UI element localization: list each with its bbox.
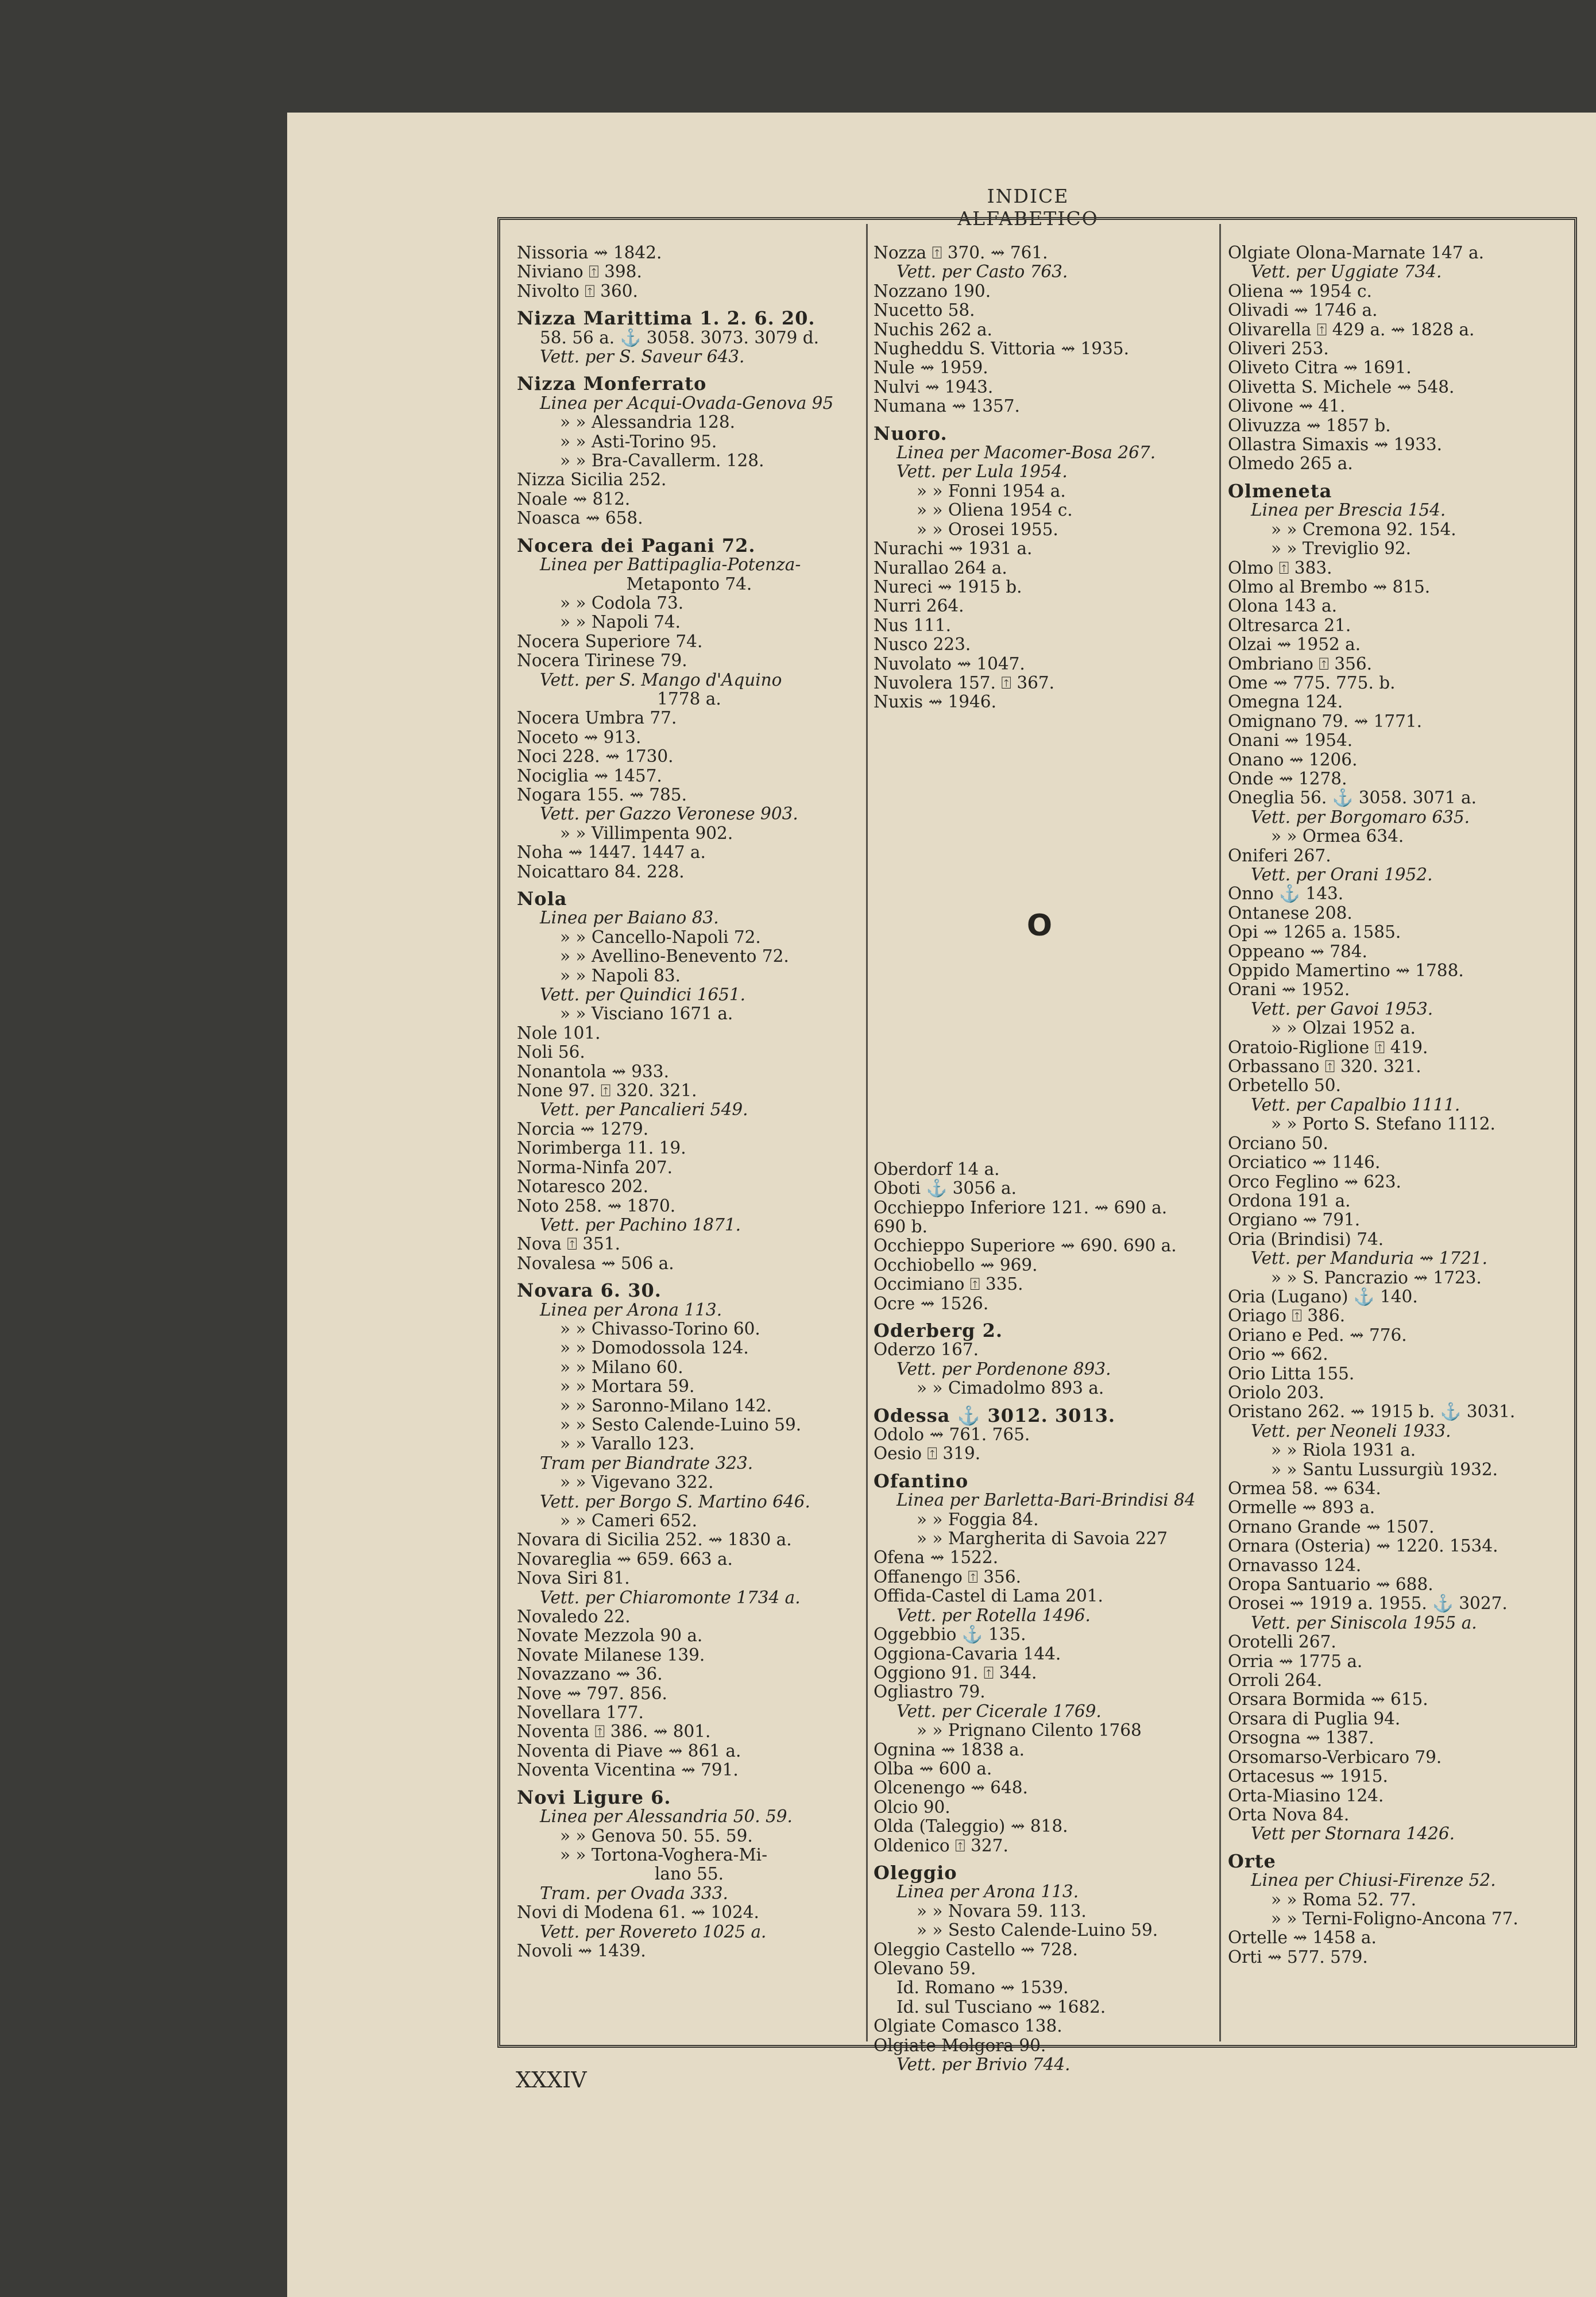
index-entry: Onani ⇝ 1954. <box>1228 730 1353 751</box>
index-entry: Omegna 124. <box>1228 692 1343 712</box>
index-entry: Ocre ⇝ 1526. <box>874 1293 989 1313</box>
index-entry: » » Santu Lussurgiù 1932. <box>1271 1459 1498 1479</box>
index-entry: » » Avellino-Benevento 72. <box>560 946 789 966</box>
index-entry: Oriolo 203. <box>1228 1382 1324 1402</box>
index-entry: Olivone ⇝ 41. <box>1228 396 1346 416</box>
index-entry: Noventa Vicentina ⇝ 791. <box>517 1760 739 1780</box>
index-entry: » » Ormea 634. <box>1271 826 1404 846</box>
index-entry: Oggiono 91. ⍐ 344. <box>874 1662 1037 1683</box>
index-entry: Vett. per Rotella 1496. <box>896 1605 1091 1625</box>
index-entry: Nova ⍐ 351. <box>517 1234 620 1254</box>
index-entry: Norimberga 11. 19. <box>517 1138 686 1158</box>
index-entry: » » Porto S. Stefano 1112. <box>1271 1114 1495 1134</box>
index-entry: » » Alessandria 128. <box>560 412 735 432</box>
index-entry: Onno ⚓ 143. <box>1228 884 1344 904</box>
index-entry: Vett. per Brivio 744. <box>896 2055 1071 2075</box>
index-entry: Nociglia ⇝ 1457. <box>517 765 662 786</box>
index-entry: Nozza ⍐ 370. ⇝ 761. <box>874 243 1048 262</box>
index-entry: Vett. per Cicerale 1769. <box>896 1701 1102 1721</box>
index-entry: Nocera Tirinese 79. <box>517 651 687 671</box>
index-entry: Orio ⇝ 662. <box>1228 1344 1328 1364</box>
index-entry: Ollastra Simaxis ⇝ 1933. <box>1228 435 1443 455</box>
index-heading: Oleggio <box>874 1861 957 1884</box>
index-entry: » » Saronno-Milano 142. <box>560 1395 772 1416</box>
index-entry: lano 55. <box>654 1864 724 1884</box>
index-heading: Orte <box>1228 1850 1276 1872</box>
index-entry: Orti ⇝ 577. 579. <box>1228 1947 1368 1967</box>
index-entry: Oliena ⇝ 1954 c. <box>1228 281 1372 301</box>
index-entry: » » Domodossola 124. <box>560 1338 749 1358</box>
index-entry: Odolo ⇝ 761. 765. <box>874 1425 1030 1445</box>
index-entry: Noli 56. <box>517 1042 585 1062</box>
index-entry: Ornano Grande ⇝ 1507. <box>1228 1517 1435 1537</box>
index-heading: Odessa ⚓ 3012. 3013. <box>874 1404 1116 1426</box>
index-entry: Vett. per Gavoi 1953. <box>1251 999 1433 1019</box>
index-heading: Ofantino <box>874 1470 969 1492</box>
index-entry: Linea per Chiusi-Firenze 52. <box>1251 1870 1496 1890</box>
index-entry: » » Sesto Calende-Luino 59. <box>560 1414 802 1434</box>
index-entry: Noceto ⇝ 913. <box>517 727 642 747</box>
index-entry: Olmedo 265 a. <box>1228 454 1353 474</box>
index-entry: Ofena ⇝ 1522. <box>874 1548 999 1568</box>
index-entry: Olba ⇝ 600 a. <box>874 1758 992 1778</box>
index-entry: Nulvi ⇝ 1943. <box>874 377 994 397</box>
index-heading: Olmeneta <box>1228 479 1332 502</box>
index-entry: » » Novara 59. 113. <box>917 1901 1087 1921</box>
index-heading: Nuoro. <box>874 422 948 444</box>
index-entry: Orbassano ⍐ 320. 321. <box>1228 1057 1421 1077</box>
index-entry: Nuvolera 157. ⍐ 367. <box>874 672 1055 693</box>
index-entry: Oleggio Castello ⇝ 728. <box>874 1939 1078 1959</box>
index-entry: » » Oliena 1954 c. <box>917 500 1073 520</box>
index-entry: Olcenengo ⇝ 648. <box>874 1778 1028 1798</box>
index-entry: Ome ⇝ 775. 775. b. <box>1228 672 1396 693</box>
index-entry: Offida-Castel di Lama 201. <box>874 1586 1103 1606</box>
index-entry: Olgiate Comasco 138. <box>874 2016 1062 2036</box>
index-entry: Id. Romano ⇝ 1539. <box>896 1978 1069 1998</box>
index-entry: Occhiobello ⇝ 969. <box>874 1255 1038 1275</box>
index-entry: Norcia ⇝ 1279. <box>517 1119 649 1139</box>
index-entry: » » Codola 73. <box>560 593 684 613</box>
index-entry: Nova Siri 81. <box>517 1568 630 1588</box>
index-entry: » » Asti-Torino 95. <box>560 431 717 451</box>
index-entry: » » Orosei 1955. <box>917 519 1058 539</box>
index-entry: » » Napoli 83. <box>560 965 681 985</box>
index-heading: Oderberg 2. <box>874 1320 1003 1341</box>
index-entry: » » S. Pancrazio ⇝ 1723. <box>1271 1267 1482 1287</box>
index-entry: Linea per Brescia 154. <box>1251 500 1446 520</box>
index-entry: Orosei ⇝ 1919 a. 1955. ⚓ 3027. <box>1228 1594 1508 1614</box>
index-entry: Ornavasso 124. <box>1228 1555 1362 1575</box>
index-entry: Olevano 59. <box>874 1959 976 1978</box>
index-entry: Vett. per Casto 763. <box>896 262 1068 282</box>
index-entry: Notaresco 202. <box>517 1177 649 1197</box>
index-heading: Nocera dei Pagani 72. <box>517 534 756 556</box>
index-entry: » » Roma 52. 77. <box>1271 1889 1416 1909</box>
index-entry: Nozzano 190. <box>874 281 991 301</box>
index-entry: Vett. per Gazzo Veronese 903. <box>540 804 798 824</box>
index-entry: Nuchis 262 a. <box>874 319 992 339</box>
index-entry: » » Tortona-Voghera-Mi- <box>560 1844 768 1865</box>
index-entry: Nivolto ⍐ 360. <box>517 281 638 301</box>
index-heading: Nizza Monferrato <box>517 373 707 395</box>
index-entry: Orsara di Puglia 94. <box>1228 1708 1401 1728</box>
index-entry: Nole 101. <box>517 1023 601 1043</box>
index-entry: Noale ⇝ 812. <box>517 489 631 509</box>
index-entry: Orsogna ⇝ 1387. <box>1228 1728 1374 1748</box>
index-column-2 <box>874 243 1218 2074</box>
index-entry: Oggiona-Cavaria 144. <box>874 1644 1061 1664</box>
index-entry: » » Chivasso-Torino 60. <box>560 1318 760 1339</box>
index-entry: » » Visciano 1671 a. <box>560 1004 733 1024</box>
index-entry: Vett per Stornara 1426. <box>1251 1824 1455 1844</box>
index-entry: » » Treviglio 92. <box>1271 539 1411 559</box>
index-entry: Id. sul Tusciano ⇝ 1682. <box>896 1997 1106 2017</box>
index-entry: Vett. per S. Mango d'Aquino <box>540 670 782 690</box>
index-entry: Oria (Lugano) ⚓ 140. <box>1228 1286 1418 1306</box>
index-entry: Oppeano ⇝ 784. <box>1228 941 1367 961</box>
index-entry: Oropa Santuario ⇝ 688. <box>1228 1575 1433 1595</box>
index-entry: Metaponto 74. <box>626 574 752 594</box>
index-entry: Ontanese 208. <box>1228 903 1352 923</box>
index-entry: Olona 143 a. <box>1228 596 1337 616</box>
index-entry: Vett. per Siniscola 1955 a. <box>1251 1612 1477 1633</box>
index-entry: Vett. per Uggiate 734. <box>1251 262 1442 282</box>
index-entry: Vett. per Chiaromonte 1734 a. <box>540 1587 801 1607</box>
index-entry: Nurri 264. <box>874 596 964 616</box>
index-entry: Novate Milanese 139. <box>517 1645 705 1665</box>
index-entry: Olmo ⍐ 383. <box>1228 558 1332 578</box>
index-entry: Orsara Bormida ⇝ 615. <box>1228 1689 1428 1710</box>
index-entry: Nusco 223. <box>874 635 971 655</box>
index-entry: Oderzo 167. <box>874 1340 979 1360</box>
index-entry: Olivadi ⇝ 1746 a. <box>1228 300 1378 320</box>
index-entry: Nocera Umbra 77. <box>517 708 677 728</box>
page-number: XXXIV <box>516 2067 587 2093</box>
running-header: INDICE ALFABETICO <box>957 185 1099 230</box>
index-entry: » » Sesto Calende-Luino 59. <box>917 1920 1158 1940</box>
index-entry: Linea per Acqui-Ovada-Genova 95 <box>540 393 834 413</box>
index-entry: Nuxis ⇝ 1946. <box>874 692 996 712</box>
index-entry: Oltresarca 21. <box>1228 615 1351 635</box>
index-entry: Nurachi ⇝ 1931 a. <box>874 539 1033 559</box>
index-entry: Orotelli 267. <box>1228 1632 1336 1652</box>
index-entry: » » Terni-Foligno-Ancona 77. <box>1271 1908 1518 1928</box>
index-entry: Noasca ⇝ 658. <box>517 508 643 528</box>
index-entry: Noventa di Piave ⇝ 861 a. <box>517 1741 741 1761</box>
index-entry: » » Mortara 59. <box>560 1376 695 1397</box>
index-entry: Onano ⇝ 1206. <box>1228 749 1358 769</box>
index-entry: Vett. per Quindici 1651. <box>540 985 746 1005</box>
index-entry: Olmo al Brembo ⇝ 815. <box>1228 577 1431 597</box>
index-entry: Olda (Taleggio) ⇝ 818. <box>874 1816 1068 1836</box>
index-entry: Ombriano ⍐ 356. <box>1228 653 1373 674</box>
index-entry: Olivetta S. Michele ⇝ 548. <box>1228 377 1455 397</box>
index-entry: » » Vigevano 322. <box>560 1472 714 1492</box>
section-letter: O <box>1026 908 1053 943</box>
index-entry: Vett. per Capalbio 1111. <box>1251 1095 1460 1115</box>
index-entry: Nurallao 264 a. <box>874 558 1007 578</box>
index-entry: Noci 228. ⇝ 1730. <box>517 747 674 767</box>
index-entry: Ordona 191 a. <box>1228 1190 1351 1211</box>
index-entry: Nureci ⇝ 1915 b. <box>874 577 1022 597</box>
index-entry: Nugheddu S. Vittoria ⇝ 1935. <box>874 339 1129 359</box>
index-entry: Nissoria ⇝ 1842. <box>517 243 662 262</box>
index-entry: Novoli ⇝ 1439. <box>517 1940 646 1960</box>
index-entry: Orco Feglino ⇝ 623. <box>1228 1171 1401 1192</box>
index-entry: » » Napoli 74. <box>560 612 681 632</box>
index-entry: Vett. per Manduria ⇝ 1721. <box>1251 1248 1488 1269</box>
index-entry: Nonantola ⇝ 933. <box>517 1061 669 1081</box>
index-entry: » » Cancello-Napoli 72. <box>560 927 761 947</box>
index-entry: Novaledo 22. <box>517 1607 631 1627</box>
index-entry: Orroli 264. <box>1228 1670 1323 1691</box>
index-entry: Novazzano ⇝ 36. <box>517 1664 663 1684</box>
index-entry: Oboti ⚓ 3056 a. <box>874 1178 1017 1198</box>
index-entry: Ortacesus ⇝ 1915. <box>1228 1766 1388 1786</box>
index-entry: Orsomarso-Verbicaro 79. <box>1228 1747 1442 1767</box>
index-entry: Oliveto Citra ⇝ 1691. <box>1228 358 1412 378</box>
index-entry: Noicattaro 84. 228. <box>517 861 685 881</box>
index-entry: Vett. per Pordenone 893. <box>896 1359 1111 1379</box>
index-entry: Omignano 79. ⇝ 1771. <box>1228 711 1423 731</box>
index-entry: » » Cimadolmo 893 a. <box>917 1378 1104 1398</box>
index-entry: » » Cameri 652. <box>560 1511 698 1530</box>
index-entry: Ognina ⇝ 1838 a. <box>874 1739 1025 1760</box>
index-entry: Linea per Battipaglia-Potenza- <box>540 555 801 575</box>
index-entry: Ormea 58. ⇝ 634. <box>1228 1479 1381 1498</box>
index-entry: Oesio ⍐ 319. <box>874 1444 981 1464</box>
index-entry: 1778 a. <box>657 689 721 709</box>
index-entry: Ornara (Osteria) ⇝ 1220. 1534. <box>1228 1536 1498 1556</box>
index-entry: Vett. per Pachino 1871. <box>540 1215 741 1235</box>
index-entry: » » Olzai 1952 a. <box>1271 1018 1416 1038</box>
index-entry: Oniferi 267. <box>1228 845 1331 865</box>
index-entry: Ormelle ⇝ 893 a. <box>1228 1498 1375 1518</box>
column-divider <box>866 224 868 2041</box>
index-entry: Onde ⇝ 1278. <box>1228 768 1347 788</box>
index-entry: Orgiano ⇝ 791. <box>1228 1210 1361 1230</box>
index-entry: » » Milano 60. <box>560 1357 683 1377</box>
index-entry: Oratoio-Riglione ⍐ 419. <box>1228 1037 1428 1057</box>
index-entry: Vett. per Lula 1954. <box>896 462 1068 482</box>
index-entry: » » Villimpenta 902. <box>560 823 733 843</box>
index-entry: Novi di Modena 61. ⇝ 1024. <box>517 1902 759 1923</box>
index-entry: Orio Litta 155. <box>1228 1363 1355 1383</box>
index-entry: Noha ⇝ 1447. 1447 a. <box>517 842 706 863</box>
index-entry: Linea per Baiano 83. <box>540 908 719 928</box>
index-heading: Novara 6. 30. <box>517 1279 662 1302</box>
index-entry: Orbetello 50. <box>1228 1076 1341 1096</box>
index-entry: Vett. per Borgo S. Martino 646. <box>540 1491 810 1511</box>
index-entry: Linea per Arona 113. <box>896 1882 1079 1902</box>
index-entry: Tram per Biandrate 323. <box>540 1453 753 1473</box>
index-entry: Occhieppo Superiore ⇝ 690. 690 a. <box>874 1236 1177 1256</box>
index-entry: Orta-Miasino 124. <box>1228 1785 1384 1805</box>
index-entry: » » Margherita di Savoia 227 <box>917 1529 1168 1549</box>
index-entry: Oriago ⍐ 386. <box>1228 1306 1346 1326</box>
index-entry: Vett. per Orani 1952. <box>1251 865 1433 884</box>
index-entry: Olzai ⇝ 1952 a. <box>1228 635 1361 655</box>
index-entry: Oneglia 56. ⚓ 3058. 3071 a. <box>1228 788 1477 808</box>
index-entry: Offanengo ⍐ 356. <box>874 1567 1021 1587</box>
index-entry: Nocera Superiore 74. <box>517 631 703 651</box>
index-entry: Oliveri 253. <box>1228 339 1329 359</box>
index-entry: Occhieppo Inferiore 121. ⇝ 690 a. <box>874 1197 1168 1217</box>
index-entry: Nogara 155. ⇝ 785. <box>517 784 687 805</box>
index-entry: » » Riola 1931 a. <box>1271 1440 1416 1460</box>
index-heading: Novi Ligure 6. <box>517 1786 671 1808</box>
index-entry: Olgiate Molgora 90. <box>874 2035 1046 2055</box>
index-entry: Novalesa ⇝ 506 a. <box>517 1253 674 1273</box>
index-entry: Nuvolato ⇝ 1047. <box>874 653 1025 674</box>
index-entry: Orta Nova 84. <box>1228 1804 1350 1824</box>
index-entry: » » Varallo 123. <box>560 1434 695 1454</box>
index-entry: Vett. per S. Saveur 643. <box>540 347 745 367</box>
index-entry: Nule ⇝ 1959. <box>874 358 988 378</box>
index-entry: Occimiano ⍐ 335. <box>874 1274 1023 1294</box>
index-entry: Linea per Arona 113. <box>540 1300 722 1320</box>
index-entry: Oppido Mamertino ⇝ 1788. <box>1228 961 1464 981</box>
index-entry: Orciano 50. <box>1228 1133 1328 1153</box>
index-entry: Numana ⇝ 1357. <box>874 396 1020 416</box>
index-entry: Nove ⇝ 797. 856. <box>517 1683 667 1703</box>
index-entry: » » Cremona 92. 154. <box>1271 519 1456 539</box>
index-entry: 690 b. <box>874 1216 928 1236</box>
index-entry: » » Foggia 84. <box>917 1509 1039 1529</box>
index-entry: Olivuzza ⇝ 1857 b. <box>1228 415 1391 435</box>
index-entry: Niviano ⍐ 398. <box>517 262 642 282</box>
index-entry: Orciatico ⇝ 1146. <box>1228 1153 1381 1173</box>
index-entry: Nizza Sicilia 252. <box>517 470 667 490</box>
index-entry: Opi ⇝ 1265 a. 1585. <box>1228 922 1401 942</box>
index-entry: Tram. per Ovada 333. <box>540 1883 728 1903</box>
index-entry: Noventa ⍐ 386. ⇝ 801. <box>517 1722 711 1742</box>
index-entry: » » Bra-Cavallerm. 128. <box>560 451 764 471</box>
index-entry: Oristano 262. ⇝ 1915 b. ⚓ 3031. <box>1228 1402 1516 1422</box>
index-entry: None 97. ⍐ 320. 321. <box>517 1081 697 1101</box>
index-entry: Olivarella ⍐ 429 a. ⇝ 1828 a. <box>1228 319 1475 339</box>
index-entry: Novara di Sicilia 252. ⇝ 1830 a. <box>517 1530 792 1550</box>
index-entry: » » Fonni 1954 a. <box>917 481 1066 501</box>
index-entry: Novellara 177. <box>517 1703 644 1723</box>
index-entry: Oria (Brindisi) 74. <box>1228 1229 1384 1249</box>
index-heading: Nola <box>517 888 567 910</box>
index-entry: Olcio 90. <box>874 1797 950 1817</box>
index-entry: Novate Mezzola 90 a. <box>517 1626 703 1646</box>
index-entry: Vett. per Pancalieri 549. <box>540 1100 748 1120</box>
index-entry: Linea per Alessandria 50. 59. <box>540 1807 793 1827</box>
index-entry: » » Prignano Cilento 1768 <box>917 1720 1142 1741</box>
index-entry: Orani ⇝ 1952. <box>1228 980 1350 1000</box>
index-entry: Ogliastro 79. <box>874 1682 986 1702</box>
index-entry: Vett. per Rovereto 1025 a. <box>540 1921 767 1942</box>
index-entry: » » Genova 50. 55. 59. <box>560 1826 753 1846</box>
index-entry: Vett. per Neoneli 1933. <box>1251 1421 1451 1441</box>
index-entry: Ortelle ⇝ 1458 a. <box>1228 1928 1377 1948</box>
index-entry: Orria ⇝ 1775 a. <box>1228 1651 1363 1671</box>
index-entry: Oggebbio ⚓ 135. <box>874 1625 1026 1645</box>
index-entry: Vett. per Borgomaro 635. <box>1251 807 1470 827</box>
index-heading: Nizza Marittima 1. 2. 6. 20. <box>517 307 816 330</box>
index-entry: 58. 56 a. ⚓ 3058. 3073. 3079 d. <box>540 327 820 347</box>
index-entry: Nucetto 58. <box>874 300 975 320</box>
index-entry: Olgiate Olona-Marnate 147 a. <box>1228 243 1484 262</box>
index-entry: Oldenico ⍐ 327. <box>874 1835 1008 1855</box>
column-divider <box>1219 224 1221 2041</box>
index-entry: Linea per Barletta-Bari-Brindisi 84 <box>896 1490 1196 1510</box>
index-entry: Oberdorf 14 a. <box>874 1159 1000 1179</box>
index-entry: Nus 111. <box>874 615 952 635</box>
index-entry: Noto 258. ⇝ 1870. <box>517 1196 676 1216</box>
index-column-1 <box>517 243 861 1960</box>
index-column-3 <box>1228 243 1567 1967</box>
index-entry: Linea per Macomer-Bosa 267. <box>896 443 1156 463</box>
index-entry: Norma-Ninfa 207. <box>517 1157 673 1177</box>
index-entry: Novareglia ⇝ 659. 663 a. <box>517 1549 733 1569</box>
index-entry: Oriano e Ped. ⇝ 776. <box>1228 1325 1407 1345</box>
